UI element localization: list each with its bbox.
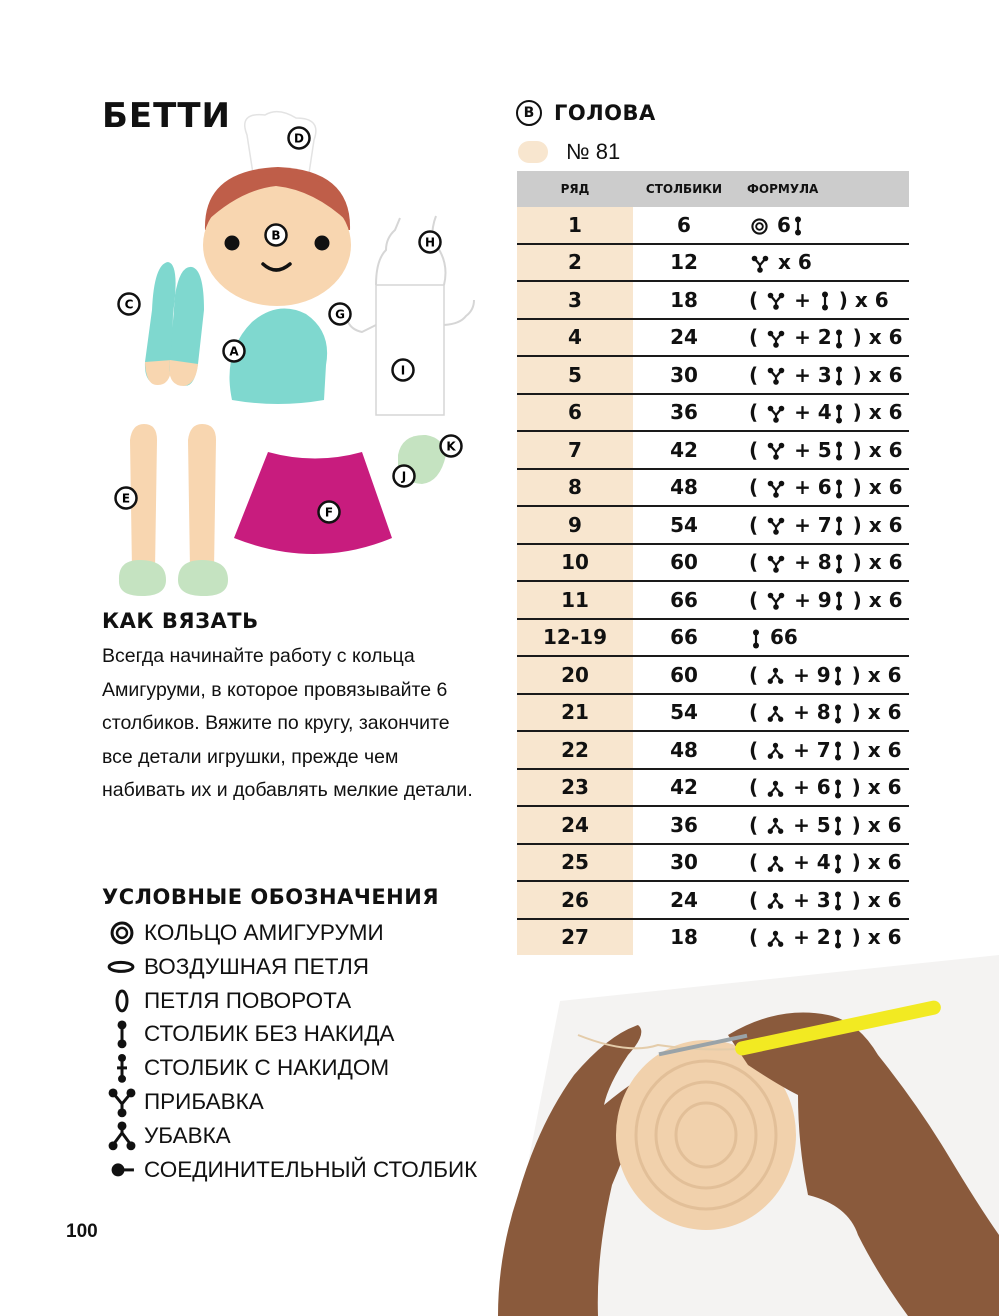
stitch-count: 66 xyxy=(633,619,735,657)
increase-icon xyxy=(767,517,785,535)
label-b xyxy=(266,225,287,246)
increase-icon xyxy=(767,330,785,348)
stitch-count: 60 xyxy=(633,656,735,694)
stitch-count: 30 xyxy=(633,844,735,882)
formula-mult: x 6 xyxy=(868,587,903,612)
decrease-icon xyxy=(767,855,784,873)
row-number: 3 xyxy=(517,281,633,319)
single-crochet-icon xyxy=(833,741,843,761)
row-number: 11 xyxy=(517,581,633,619)
chain-icon xyxy=(104,950,144,984)
formula-mult: x 6 xyxy=(868,550,903,575)
row-number: 23 xyxy=(517,769,633,807)
stitch-count: 6 xyxy=(633,207,735,244)
label-f xyxy=(319,502,340,523)
formula-mult: x 6 xyxy=(867,737,902,762)
doll-parts-illustration xyxy=(100,110,500,610)
formula-cell: ( + 2 ) x 6 xyxy=(735,919,909,957)
legend-label: УБАВКА xyxy=(144,1122,231,1148)
table-row xyxy=(517,806,909,844)
formula-cell: ( + 3 ) x 6 xyxy=(735,356,909,394)
row-number: 9 xyxy=(517,506,633,544)
stitch-count: 18 xyxy=(633,919,735,957)
formula-count: 3 xyxy=(816,887,831,912)
svg-text:A: A xyxy=(229,344,239,359)
formula-mult: x 6 xyxy=(867,850,902,875)
row-number: 2 xyxy=(517,244,633,282)
formula-cell: ( + 3 ) x 6 xyxy=(735,881,909,919)
table-row xyxy=(517,544,909,582)
decrease-icon xyxy=(104,1119,144,1153)
svg-text:E: E xyxy=(121,491,131,506)
single-crochet-icon xyxy=(834,554,844,574)
single-crochet-icon xyxy=(833,854,843,874)
slip-stitch-icon xyxy=(104,1153,144,1187)
label-h xyxy=(420,232,441,253)
svg-text:B: B xyxy=(271,228,281,243)
yarn-info xyxy=(518,139,620,165)
single-crochet-icon xyxy=(833,816,843,836)
decrease-icon xyxy=(767,817,784,835)
table-row xyxy=(517,694,909,732)
double-crochet-icon xyxy=(104,1051,144,1085)
single-crochet-icon xyxy=(833,891,843,911)
stitch-count: 42 xyxy=(633,769,735,807)
single-crochet-icon xyxy=(834,479,844,499)
single-crochet-icon xyxy=(834,516,844,536)
stitch-count: 54 xyxy=(633,506,735,544)
page-number: 100 xyxy=(66,1221,98,1242)
formula-cell: ( + 9 ) x 6 xyxy=(735,581,909,619)
row-number: 7 xyxy=(517,431,633,469)
legend-item xyxy=(104,984,484,1018)
single-crochet-icon xyxy=(833,666,843,686)
formula-cell: ( + 8 ) x 6 xyxy=(735,694,909,732)
table-row xyxy=(517,319,909,357)
formula-cell: ( + 2 ) x 6 xyxy=(735,319,909,357)
formula-cell: ( + 4 ) x 6 xyxy=(735,844,909,882)
table-row xyxy=(517,656,909,694)
formula-cell: ( + 9 ) x 6 xyxy=(735,656,909,694)
stitch-count: 24 xyxy=(633,319,735,357)
single-crochet-icon xyxy=(793,216,803,236)
table-row xyxy=(517,281,909,319)
table-row xyxy=(517,619,909,657)
legend-item xyxy=(104,1153,484,1221)
stitch-count: 66 xyxy=(633,581,735,619)
formula-count: 66 xyxy=(769,625,798,650)
table-row xyxy=(517,919,909,957)
label-k xyxy=(441,436,462,457)
svg-text:I: I xyxy=(400,363,406,378)
formula-count: 6 xyxy=(816,775,831,800)
formula-cell: ( + 7 ) x 6 xyxy=(735,731,909,769)
formula-cell: ( + 4 ) x 6 xyxy=(735,394,909,432)
magic-ring-icon xyxy=(104,916,144,950)
stitch-count: 30 xyxy=(633,356,735,394)
right-shoe-shape xyxy=(178,560,228,596)
page-title: БЕТТИ xyxy=(102,96,231,136)
legend-label: ПРИБАВКА xyxy=(144,1088,264,1114)
stitch-count: 12 xyxy=(633,244,735,282)
label-c xyxy=(119,294,140,315)
apron-shape xyxy=(376,285,444,415)
section-title: ГОЛОВА xyxy=(554,101,656,125)
row-number: 21 xyxy=(517,694,633,732)
legend-label: КОЛЬЦО АМИГУРУМИ xyxy=(144,920,384,945)
stitch-count: 54 xyxy=(633,694,735,732)
increase-icon xyxy=(767,480,785,498)
single-crochet-icon xyxy=(834,591,844,611)
table-row xyxy=(517,431,909,469)
row-number: 8 xyxy=(517,469,633,507)
formula-count: 4 xyxy=(816,850,831,875)
single-crochet-icon xyxy=(833,704,843,724)
row-number: 1 xyxy=(517,207,633,244)
formula-cell: ( + 6 ) x 6 xyxy=(735,469,909,507)
how-to-heading: КАК ВЯЗАТЬ xyxy=(102,609,259,633)
svg-text:H: H xyxy=(424,235,436,250)
increase-icon xyxy=(104,1085,144,1119)
svg-text:J: J xyxy=(401,469,407,484)
decrease-icon xyxy=(767,667,784,685)
formula-mult: x 6 xyxy=(867,662,902,687)
skirt-shape xyxy=(234,452,392,554)
stitch-count: 48 xyxy=(633,469,735,507)
yarn-number: № 81 xyxy=(566,139,621,164)
single-crochet-icon xyxy=(104,1017,144,1051)
formula-cell: ( + 5 ) x 6 xyxy=(735,806,909,844)
formula-count: 8 xyxy=(817,550,832,575)
increase-icon xyxy=(767,442,785,460)
legend-heading: УСЛОВНЫЕ ОБОЗНАЧЕНИЯ xyxy=(102,885,439,909)
formula-mult: x 6 xyxy=(867,812,902,837)
formula-mult: x 6 xyxy=(867,775,902,800)
single-crochet-icon xyxy=(834,366,844,386)
label-i xyxy=(393,360,414,381)
row-number: 26 xyxy=(517,881,633,919)
table-row xyxy=(517,244,909,282)
formula-count: 5 xyxy=(816,812,831,837)
formula-count: 9 xyxy=(816,662,831,687)
formula-count: 8 xyxy=(816,700,831,725)
table-row xyxy=(517,731,909,769)
stitch-count: 42 xyxy=(633,431,735,469)
svg-text:C: C xyxy=(124,297,134,312)
decrease-icon xyxy=(767,930,784,948)
stitch-count: 60 xyxy=(633,544,735,582)
formula-count: 7 xyxy=(817,512,832,537)
formula-mult: x 6 xyxy=(868,362,903,387)
right-leg-shape xyxy=(188,424,216,570)
legend-item xyxy=(104,1119,484,1153)
table-row xyxy=(517,356,909,394)
table-row xyxy=(517,769,909,807)
decrease-icon xyxy=(767,742,784,760)
formula-count: 2 xyxy=(816,925,831,950)
table-row xyxy=(517,581,909,619)
single-crochet-icon xyxy=(834,329,844,349)
stitch-count: 18 xyxy=(633,281,735,319)
yarn-swatch xyxy=(518,141,548,163)
table-row xyxy=(517,844,909,882)
formula-mult: x 6 xyxy=(867,700,902,725)
row-number: 10 xyxy=(517,544,633,582)
single-crochet-icon xyxy=(833,929,843,949)
row-number: 12-19 xyxy=(517,619,633,657)
single-crochet-icon xyxy=(820,291,830,311)
single-crochet-icon xyxy=(833,779,843,799)
magic-ring-icon xyxy=(751,218,768,235)
single-crochet-icon xyxy=(834,404,844,424)
stitch-count: 24 xyxy=(633,881,735,919)
legend-label: СОЕДИНИТЕЛЬНЫЙ СТОЛБИК xyxy=(144,1156,478,1182)
formula-count: 7 xyxy=(816,737,831,762)
label-j xyxy=(394,466,415,487)
formula-count: 5 xyxy=(817,437,832,462)
row-number: 5 xyxy=(517,356,633,394)
formula-cell: ( + 7 ) x 6 xyxy=(735,506,909,544)
svg-text:K: K xyxy=(446,439,456,454)
increase-icon xyxy=(767,292,785,310)
row-number: 24 xyxy=(517,806,633,844)
table-row xyxy=(517,394,909,432)
table-row xyxy=(517,506,909,544)
formula-count: 3 xyxy=(817,362,832,387)
decrease-icon xyxy=(767,780,784,798)
legend-label: СТОЛБИК С НАКИДОМ xyxy=(144,1055,390,1081)
formula-mult: x 6 xyxy=(868,475,903,500)
formula-cell: ( + 5 ) x 6 xyxy=(735,431,909,469)
header-formula: ФОРМУЛА xyxy=(735,171,909,207)
table-row xyxy=(517,207,909,244)
label-g xyxy=(330,304,351,325)
svg-text:G: G xyxy=(335,307,345,322)
formula-count: 2 xyxy=(817,325,832,350)
right-eye-shape xyxy=(315,236,330,251)
single-crochet-icon xyxy=(751,629,761,649)
increase-icon xyxy=(751,255,769,273)
header-row: РЯД xyxy=(517,171,633,207)
legend-list xyxy=(104,916,484,1221)
formula-mult: x 6 xyxy=(868,400,903,425)
label-d xyxy=(289,128,310,149)
left-shoe-shape xyxy=(119,560,166,596)
row-number: 25 xyxy=(517,844,633,882)
formula-cell: ( + ) x 6 xyxy=(735,281,909,319)
formula-cell xyxy=(735,619,909,657)
legend-item xyxy=(104,916,484,950)
formula-mult: x 6 xyxy=(777,250,812,275)
increase-icon xyxy=(767,367,785,385)
single-crochet-icon xyxy=(834,441,844,461)
stitch-count: 36 xyxy=(633,394,735,432)
formula-cell: ( + 8 ) x 6 xyxy=(735,544,909,582)
formula-mult: x 6 xyxy=(868,512,903,537)
formula-count: 4 xyxy=(817,400,832,425)
legend-item xyxy=(104,950,484,984)
table-header-row xyxy=(517,171,909,207)
formula-cell xyxy=(735,244,909,282)
increase-icon xyxy=(767,592,785,610)
formula-mult: x 6 xyxy=(868,437,903,462)
row-number: 4 xyxy=(517,319,633,357)
legend-item xyxy=(104,1051,484,1085)
formula-mult: x 6 xyxy=(867,925,902,950)
legend-label: ПЕТЛЯ ПОВОРОТА xyxy=(144,987,352,1013)
legend-label: ВОЗДУШНАЯ ПЕТЛЯ xyxy=(144,953,369,979)
section-heading xyxy=(516,100,656,126)
table-row xyxy=(517,469,909,507)
formula-count: 6 xyxy=(817,475,832,500)
row-number: 20 xyxy=(517,656,633,694)
svg-text:D: D xyxy=(294,131,304,146)
stitch-count: 36 xyxy=(633,806,735,844)
turning-chain-icon xyxy=(104,984,144,1018)
section-letter-badge: B xyxy=(516,100,542,126)
formula-mult: x 6 xyxy=(854,287,889,312)
decrease-icon xyxy=(767,705,784,723)
row-number: 6 xyxy=(517,394,633,432)
label-a xyxy=(224,341,245,362)
row-number: 27 xyxy=(517,919,633,957)
formula-mult: x 6 xyxy=(868,325,903,350)
header-stitches: СТОЛБИКИ xyxy=(633,171,735,207)
left-eye-shape xyxy=(225,236,240,251)
decrease-icon xyxy=(767,892,784,910)
crochet-photo xyxy=(478,955,999,1316)
legend-label: СТОЛБИК БЕЗ НАКИДА xyxy=(144,1021,395,1047)
table-row xyxy=(517,881,909,919)
formula-cell xyxy=(735,207,909,244)
svg-text:F: F xyxy=(324,505,334,520)
increase-icon xyxy=(767,405,785,423)
row-number: 22 xyxy=(517,731,633,769)
formula-cell: ( + 6 ) x 6 xyxy=(735,769,909,807)
formula-mult: x 6 xyxy=(867,887,902,912)
formula-count: 6 xyxy=(776,212,791,237)
how-to-text: Всегда начинайте работу с кольца Амигуруми, в которое провязывайте 6 столбиков. Вяжите по кругу, закончите все детали игрушки, прежде чем набивать их и добавлять мелкие детали. xyxy=(102,645,473,802)
legend-item xyxy=(104,1085,484,1119)
stitch-count: 48 xyxy=(633,731,735,769)
legend-item xyxy=(104,1017,484,1051)
increase-icon xyxy=(767,555,785,573)
pattern-table xyxy=(517,171,909,957)
label-e xyxy=(116,488,137,509)
formula-count: 9 xyxy=(817,587,832,612)
